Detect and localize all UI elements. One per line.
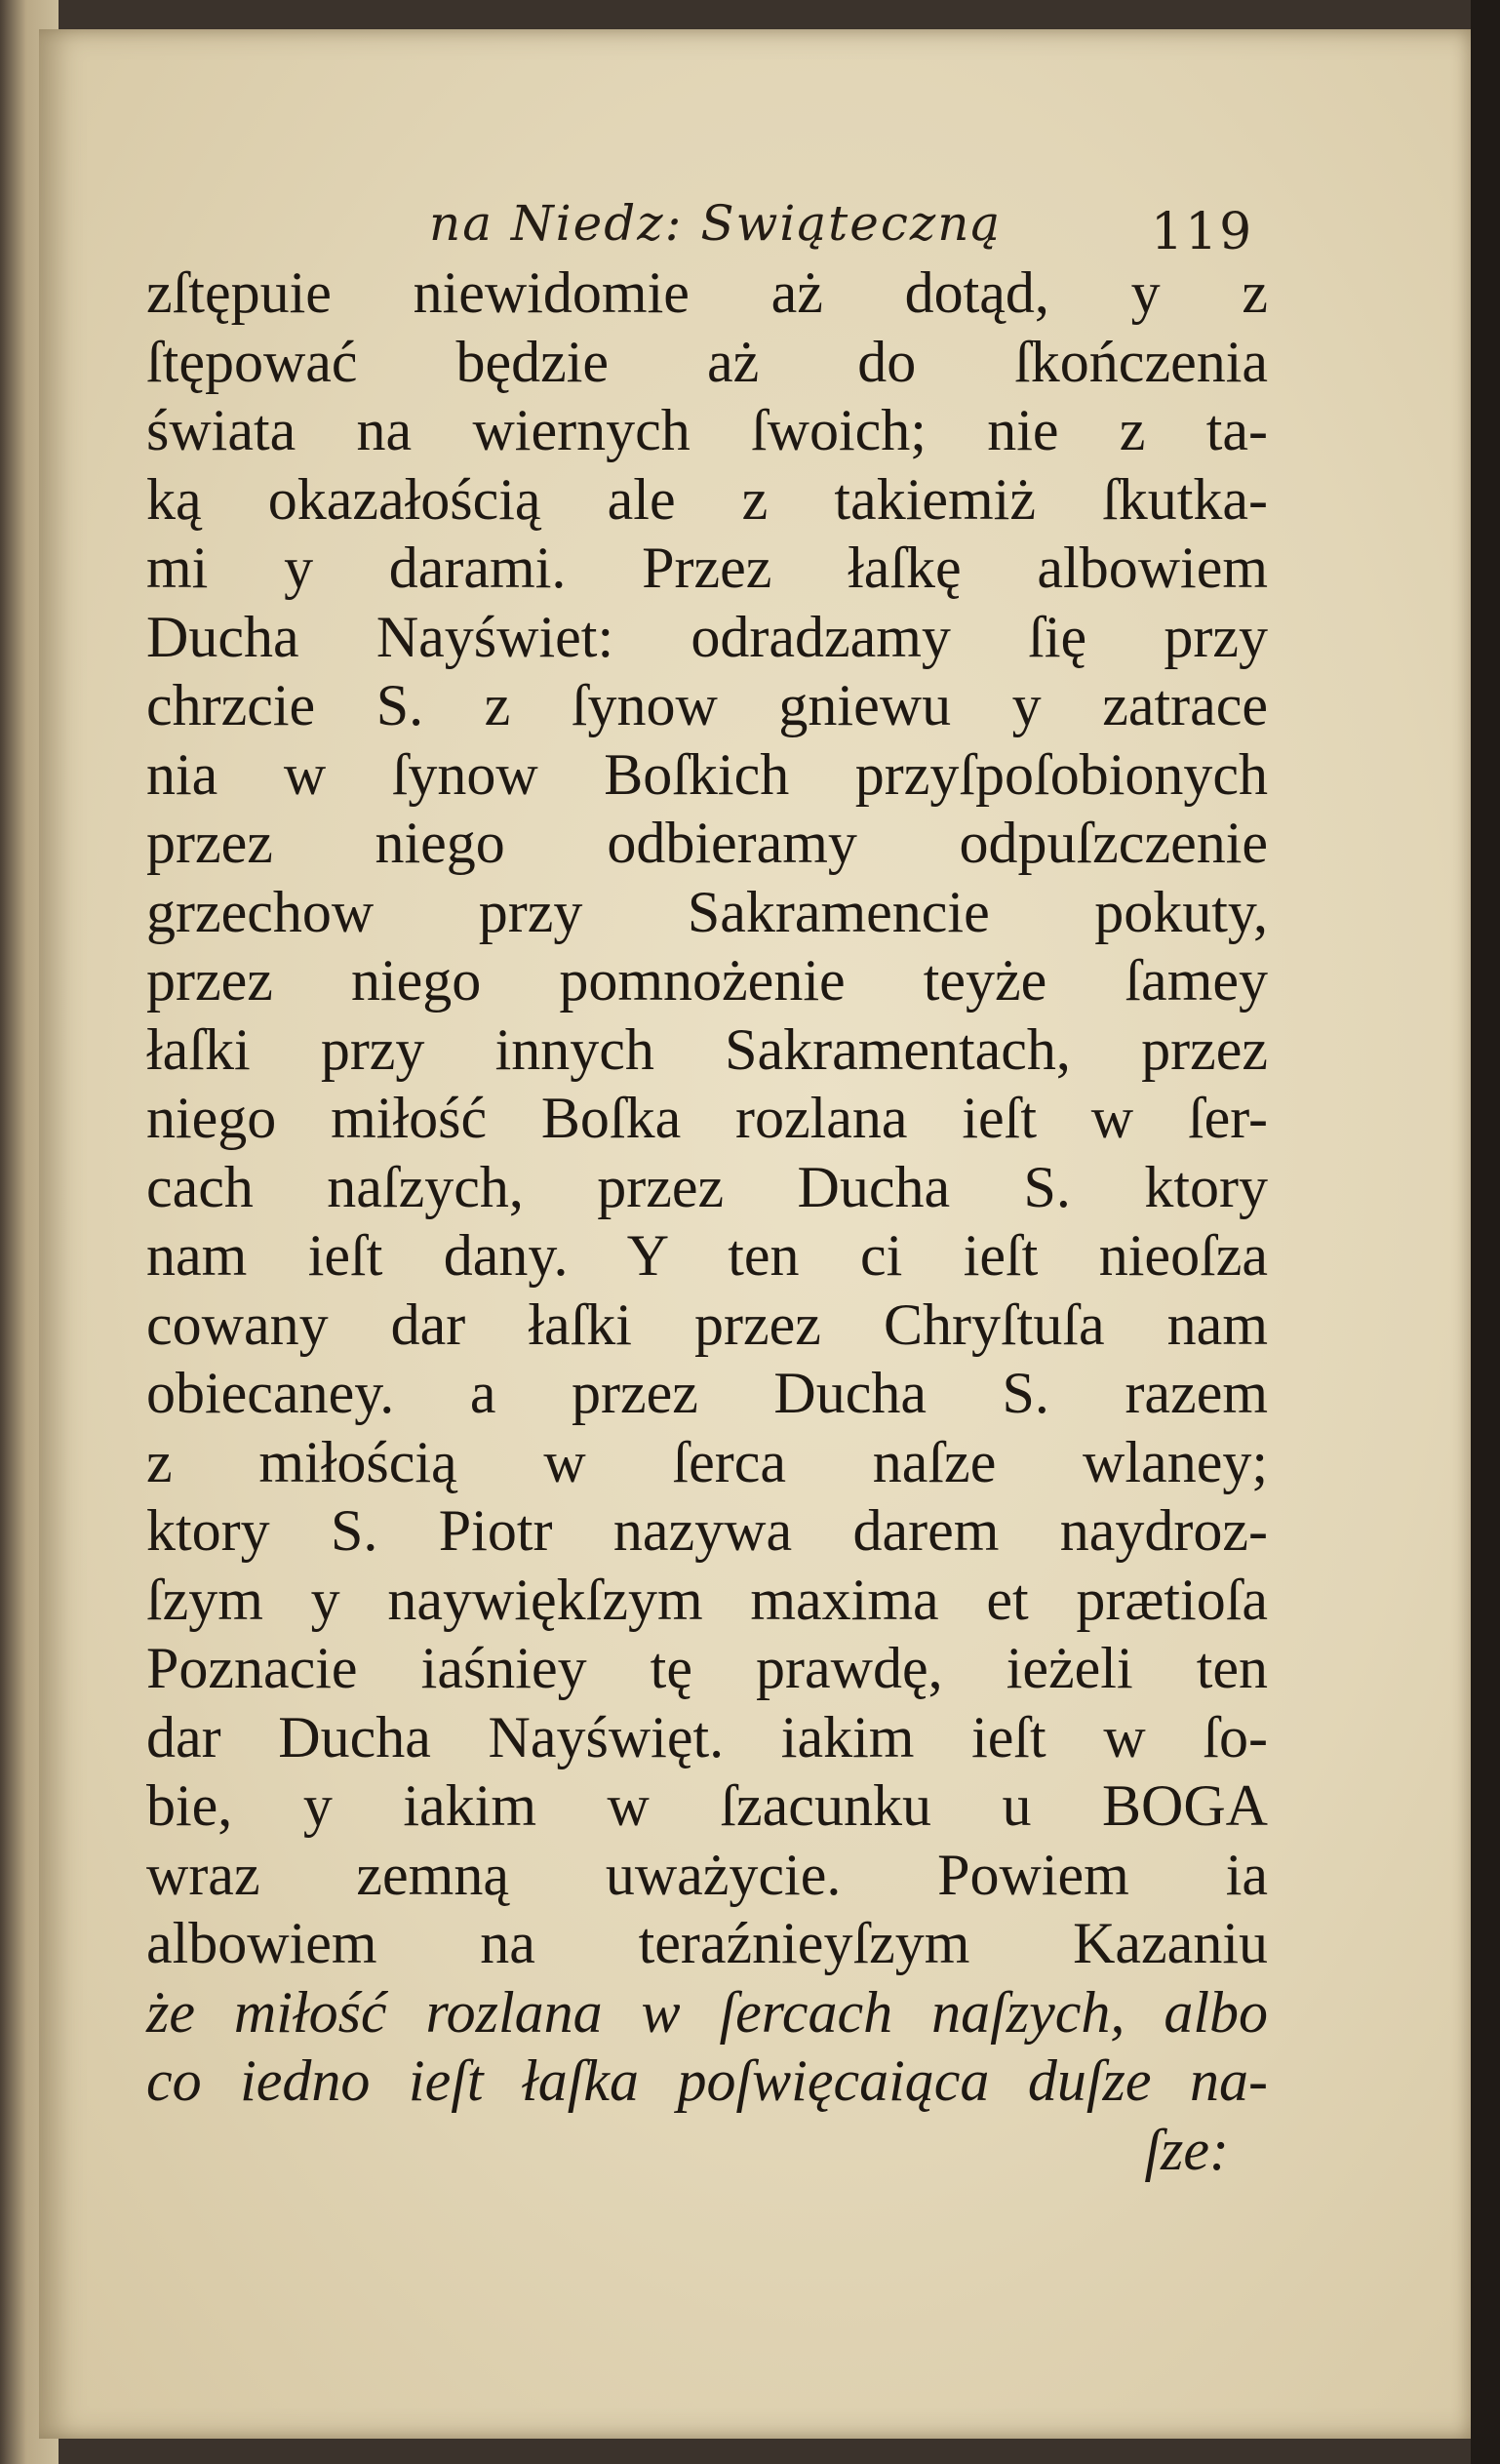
running-head-title: na Niedz: Swiąteczną	[429, 195, 1003, 252]
text-line: nam ieſt dany. Y ten ci ieſt nieoſza	[146, 1223, 1268, 1288]
running-head	[429, 195, 1307, 263]
text-line: Ducha Nayświet: odradzamy ſię przy	[146, 604, 1268, 669]
text-line: bie, y iakim w ſzacunku u BOGA	[146, 1773, 1268, 1838]
text-line: Poznacie iaśniey tę prawdę, ieżeli ten	[146, 1636, 1268, 1700]
text-line: z miłością w ſerca naſze wlaney;	[146, 1429, 1268, 1494]
text-line: mi y darami. Przez łaſkę albowiem	[146, 536, 1268, 600]
text-line: łaſki przy innych Sakramentach, przez	[146, 1016, 1268, 1082]
catchword: ſze:	[1144, 2117, 1229, 2182]
text-line: przez niego odbieramy odpuſzczenie	[146, 811, 1268, 875]
text-line: ką okazałością ale z takiemiż ſkutka-	[146, 466, 1268, 532]
text-line: świata na wiernych ſwoich; nie z ta-	[146, 398, 1268, 462]
text-line: chrzcie S. z ſynow gniewu y zatrace	[146, 673, 1268, 737]
text-line: że miłość rozlana w ſercach naſzych, albo	[146, 1979, 1268, 2045]
page-edge-shadow	[1471, 0, 1500, 2464]
text-line: ſzym y naywiękſzym maxima et prætioſa	[146, 1567, 1268, 1632]
text-line: albowiem na teraźnieyſzym Kazaniu	[146, 1911, 1268, 1975]
text-line: obiecaney. a przez Ducha S. razem	[146, 1361, 1268, 1425]
text-line: cach naſzych, przez Ducha S. ktory	[146, 1154, 1268, 1219]
text-line: niego miłość Boſka rozlana ieſt w ſer-	[146, 1086, 1268, 1150]
text-line: ktory S. Piotr nazywa darem naydroz-	[146, 1498, 1268, 1563]
text-line: nia w ſynow Boſkich przyſpoſobionych	[146, 741, 1268, 807]
text-line: ſtępować będzie aż do ſkończenia	[146, 329, 1268, 394]
page-number: 119	[1151, 203, 1254, 261]
text-line: wraz zemną uważycie. Powiem ia	[146, 1842, 1268, 1907]
text-line: przez niego pomnożenie teyże ſamey	[146, 948, 1268, 1013]
body-text	[146, 258, 1268, 2184]
text-line: cowany dar łaſki przez Chryſtuſa nam	[146, 1292, 1268, 1357]
text-line: zſtępuie niewidomie aż dotąd, y z	[146, 260, 1268, 325]
text-line: grzechow przy Sakramencie pokuty,	[146, 879, 1268, 944]
text-line: co iedno ieſt łaſka poſwięcaiąca duſze na-	[146, 2048, 1268, 2113]
text-line: dar Ducha Nayświęt. iakim ieſt w ſo-	[146, 1704, 1268, 1769]
